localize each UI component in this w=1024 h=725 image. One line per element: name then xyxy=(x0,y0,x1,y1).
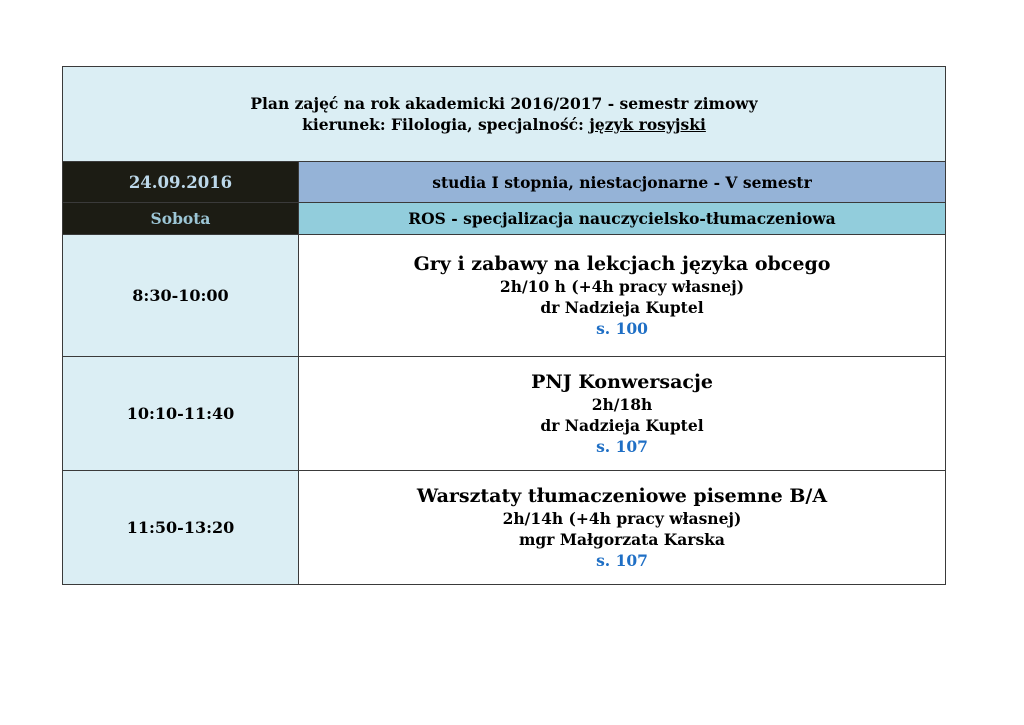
class-hours: 2h/10 h (+4h pracy własnej) xyxy=(499,277,745,296)
class-row xyxy=(63,471,946,585)
class-hours: 2h/18h xyxy=(591,395,653,414)
day-row xyxy=(63,203,946,235)
class-teacher: mgr Małgorzata Karska xyxy=(519,530,725,549)
date-cell: 24.09.2016 xyxy=(63,162,299,203)
class-time: 11:50-13:20 xyxy=(63,471,299,585)
class-teacher: dr Nadzieja Kuptel xyxy=(540,298,704,317)
class-room: s. 107 xyxy=(596,437,648,456)
header-title: Plan zajęć na rok akademicki 2016/2017 - semestr zimowy xyxy=(250,94,758,113)
class-row xyxy=(63,235,946,357)
class-title: Warsztaty tłumaczeniowe pisemne B/A xyxy=(416,485,828,507)
class-details xyxy=(299,471,946,585)
header-row xyxy=(63,67,946,162)
date-row xyxy=(63,162,946,203)
class-hours: 2h/14h (+4h pracy własnej) xyxy=(502,509,742,528)
class-title: PNJ Konwersacje xyxy=(531,371,713,393)
class-room: s. 100 xyxy=(596,319,648,338)
class-room: s. 107 xyxy=(596,551,648,570)
study-mode-cell: studia I stopnia, niestacjonarne - V semestr xyxy=(299,162,946,203)
day-cell: Sobota xyxy=(63,203,299,235)
class-details xyxy=(299,357,946,471)
program-cell: ROS - specjalizacja nauczycielsko-tłumaczeniowa xyxy=(299,203,946,235)
header-specialty: język rosyjski xyxy=(589,115,706,134)
class-time: 10:10-11:40 xyxy=(63,357,299,471)
class-time: 8:30-10:00 xyxy=(63,235,299,357)
class-title: Gry i zabawy na lekcjach języka obcego xyxy=(413,253,831,275)
schedule-table xyxy=(62,66,946,585)
class-teacher: dr Nadzieja Kuptel xyxy=(540,416,704,435)
schedule-header xyxy=(63,67,946,162)
header-direction: kierunek: Filologia, specjalność: xyxy=(302,115,590,134)
class-details xyxy=(299,235,946,357)
class-row xyxy=(63,357,946,471)
